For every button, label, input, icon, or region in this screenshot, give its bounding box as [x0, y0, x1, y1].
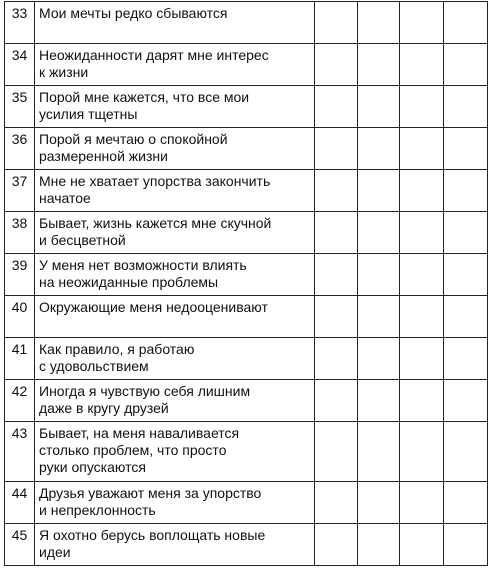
- answer-cell[interactable]: [315, 44, 358, 86]
- statement-text: [35, 524, 315, 566]
- answer-cell[interactable]: [315, 338, 358, 380]
- statement-line: Я охотно берусь воплощать новые: [39, 527, 266, 543]
- table-row: [5, 380, 488, 422]
- answer-cell[interactable]: [315, 212, 358, 254]
- item-number: 43: [5, 422, 35, 482]
- answer-cell[interactable]: [400, 422, 444, 482]
- answer-cell[interactable]: [315, 524, 358, 566]
- questionnaire-rows: [5, 2, 488, 566]
- table-row: [5, 422, 488, 482]
- answer-cell[interactable]: [315, 254, 358, 296]
- answer-cell[interactable]: [400, 338, 444, 380]
- answer-cell[interactable]: [358, 296, 400, 338]
- statement-line: с удовольствием: [39, 358, 149, 374]
- table-row: [5, 86, 488, 128]
- statement-text: [35, 170, 315, 212]
- answer-cell[interactable]: [315, 2, 358, 44]
- statement-text: [35, 86, 315, 128]
- table-row: [5, 128, 488, 170]
- answer-cell[interactable]: [400, 524, 444, 566]
- answer-cell[interactable]: [358, 380, 400, 422]
- answer-cell[interactable]: [358, 86, 400, 128]
- statement-text: [35, 296, 315, 338]
- item-number: 34: [5, 44, 35, 86]
- answer-cell[interactable]: [444, 296, 488, 338]
- answer-cell[interactable]: [444, 254, 488, 296]
- statement-line: Мои мечты редко сбываются: [39, 5, 228, 21]
- statement-line: Неожиданности дарят мне интерес: [39, 47, 269, 63]
- statement-line: идеи: [39, 544, 71, 560]
- answer-cell[interactable]: [444, 380, 488, 422]
- statement-line: Мне не хватает упорства закончить: [39, 173, 271, 189]
- statement-line: даже в кругу друзей: [39, 400, 169, 416]
- answer-cell[interactable]: [358, 482, 400, 524]
- statement-line: У меня нет возможности влиять: [39, 257, 247, 273]
- statement-text: [35, 338, 315, 380]
- answer-cell[interactable]: [400, 128, 444, 170]
- item-number: 36: [5, 128, 35, 170]
- table-row: [5, 44, 488, 86]
- answer-cell[interactable]: [358, 128, 400, 170]
- statement-line: Как правило, я работаю: [39, 341, 195, 357]
- answer-cell[interactable]: [315, 296, 358, 338]
- statement-text: [35, 380, 315, 422]
- statement-line: Порой мне кажется, что все мои: [39, 89, 250, 105]
- answer-cell[interactable]: [444, 482, 488, 524]
- statement-line: руки опускаются: [39, 459, 146, 475]
- answer-cell[interactable]: [444, 338, 488, 380]
- statement-line: Бывает, жизнь кажется мне скучной: [39, 215, 272, 231]
- answer-cell[interactable]: [444, 212, 488, 254]
- table-row: [5, 338, 488, 380]
- item-number: 44: [5, 482, 35, 524]
- answer-cell[interactable]: [315, 86, 358, 128]
- table-row: [5, 2, 488, 44]
- item-number: 35: [5, 86, 35, 128]
- item-number: 33: [5, 2, 35, 44]
- statement-text: [35, 212, 315, 254]
- item-number: 45: [5, 524, 35, 566]
- statement-text: [35, 254, 315, 296]
- answer-cell[interactable]: [315, 422, 358, 482]
- statement-text: [35, 2, 315, 44]
- answer-cell[interactable]: [358, 44, 400, 86]
- answer-cell[interactable]: [400, 296, 444, 338]
- answer-cell[interactable]: [315, 482, 358, 524]
- answer-cell[interactable]: [400, 86, 444, 128]
- statement-text: [35, 422, 315, 482]
- statement-line: столько проблем, что просто: [39, 442, 227, 458]
- item-number: 41: [5, 338, 35, 380]
- answer-cell[interactable]: [444, 170, 488, 212]
- answer-cell[interactable]: [400, 44, 444, 86]
- item-number: 38: [5, 212, 35, 254]
- statement-text: [35, 482, 315, 524]
- answer-cell[interactable]: [358, 422, 400, 482]
- answer-cell[interactable]: [358, 254, 400, 296]
- answer-cell[interactable]: [400, 254, 444, 296]
- table-row: [5, 482, 488, 524]
- statement-line: Иногда я чувствую себя лишним: [39, 383, 251, 399]
- statement-line: размеренной жизни: [39, 148, 168, 164]
- answer-cell[interactable]: [444, 86, 488, 128]
- statement-line: усилия тщетны: [39, 106, 138, 122]
- answer-cell[interactable]: [444, 2, 488, 44]
- statement-text: [35, 128, 315, 170]
- answer-cell[interactable]: [444, 524, 488, 566]
- statement-line: Друзья уважают меня за упорство: [39, 485, 262, 501]
- answer-cell[interactable]: [358, 338, 400, 380]
- answer-cell[interactable]: [400, 2, 444, 44]
- answer-cell[interactable]: [444, 422, 488, 482]
- answer-cell[interactable]: [400, 380, 444, 422]
- table-row: [5, 170, 488, 212]
- answer-cell[interactable]: [400, 170, 444, 212]
- statement-line: Бывает, на меня наваливается: [39, 425, 240, 441]
- questionnaire-table: [4, 1, 488, 566]
- statement-text: [35, 44, 315, 86]
- table-row: [5, 524, 488, 566]
- statement-line: к жизни: [39, 64, 89, 80]
- answer-cell[interactable]: [315, 170, 358, 212]
- answer-cell[interactable]: [315, 128, 358, 170]
- item-number: 37: [5, 170, 35, 212]
- statement-line: на неожиданные проблемы: [39, 274, 219, 290]
- answer-cell[interactable]: [315, 380, 358, 422]
- item-number: 42: [5, 380, 35, 422]
- answer-cell[interactable]: [358, 170, 400, 212]
- item-number: 40: [5, 296, 35, 338]
- statement-line: начатое: [39, 190, 91, 206]
- answer-cell[interactable]: [444, 44, 488, 86]
- table-row: [5, 296, 488, 338]
- statement-line: и непреклонность: [39, 502, 156, 518]
- answer-cell[interactable]: [358, 212, 400, 254]
- answer-cell[interactable]: [400, 212, 444, 254]
- statement-line: Окружающие меня недооценивают: [39, 299, 268, 315]
- answer-cell[interactable]: [358, 524, 400, 566]
- table-row: [5, 254, 488, 296]
- answer-cell[interactable]: [358, 2, 400, 44]
- statement-line: Порой я мечтаю о спокойной: [39, 131, 228, 147]
- item-number: 39: [5, 254, 35, 296]
- table-row: [5, 212, 488, 254]
- answer-cell[interactable]: [444, 128, 488, 170]
- statement-line: и бесцветной: [39, 232, 126, 248]
- answer-cell[interactable]: [400, 482, 444, 524]
